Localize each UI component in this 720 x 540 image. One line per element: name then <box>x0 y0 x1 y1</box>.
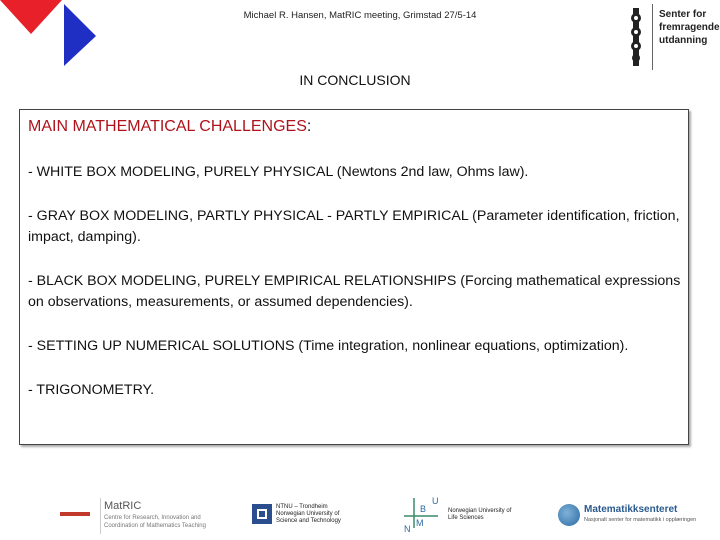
slide-title: IN CONCLUSION <box>299 72 411 88</box>
svg-text:U: U <box>432 496 439 506</box>
ntnu-logo <box>250 490 350 538</box>
sfu-logo-text: Senter for fremragende utdanning <box>659 9 720 46</box>
content-heading-highlight: MAIN MATHEMATICAL CHALLENGES <box>28 118 307 135</box>
matric-separator <box>100 498 101 534</box>
corner-blue-triangle <box>64 4 96 66</box>
corner-red-triangle <box>0 0 62 34</box>
content-heading <box>28 118 311 136</box>
footer-logos <box>0 490 720 540</box>
matric-subtitle: Centre for Research, Innovation and Coordination of Mathematics Teaching <box>104 515 206 529</box>
svg-text:B: B <box>420 504 427 514</box>
list-item: - BLACK BOX MODELING, PURELY EMPIRICAL RELATIONSHIPS (Forcing mathematical expressions on observations, measurements, or assumed dependencies). <box>28 273 681 310</box>
matematikksenteret-logo <box>556 490 716 538</box>
sfu-logo <box>624 4 718 70</box>
uia-mark <box>60 512 90 516</box>
nmbu-mark-icon <box>400 494 442 534</box>
challenges-list <box>28 162 684 424</box>
svg-text:N: N <box>404 524 411 534</box>
header-meeting-text: Michael R. Hansen, MatRIC meeting, Grimstad 27/5-14 <box>243 10 477 21</box>
list-item: - WHITE BOX MODELING, PURELY PHYSICAL (Newtons 2nd law, Ohms law). <box>28 164 529 180</box>
content-box <box>19 109 689 445</box>
ntnu-mark-icon <box>252 504 272 524</box>
nmbu-text: Norwegian University of Life Sciences <box>448 508 512 521</box>
content-heading-suffix: : <box>306 118 312 135</box>
corner-logo <box>0 0 100 68</box>
svg-text:M: M <box>416 518 424 528</box>
matric-name: MatRIC <box>104 500 142 512</box>
ntnu-text: NTNU – Trondheim Norwegian University of Science and Technology <box>276 504 341 524</box>
sfu-logo-divider <box>652 4 653 70</box>
nmbu-logo <box>400 490 510 538</box>
matric-logo <box>56 490 206 538</box>
globe-icon <box>558 504 580 526</box>
matematikksenteret-name: Matematikksenteret <box>584 504 678 515</box>
sfu-logo-mark <box>626 8 646 66</box>
matematikksenteret-subtitle: Nasjonalt senter for matematikk i opplæringen <box>584 517 697 523</box>
list-item: - SETTING UP NUMERICAL SOLUTIONS (Time integration, nonlinear equations, optimization). <box>28 338 629 354</box>
list-item: - TRIGONOMETRY. <box>28 382 155 398</box>
list-item: - GRAY BOX MODELING, PARTLY PHYSICAL - PARTLY EMPIRICAL (Parameter identification, friction, impact, damping). <box>28 208 680 245</box>
